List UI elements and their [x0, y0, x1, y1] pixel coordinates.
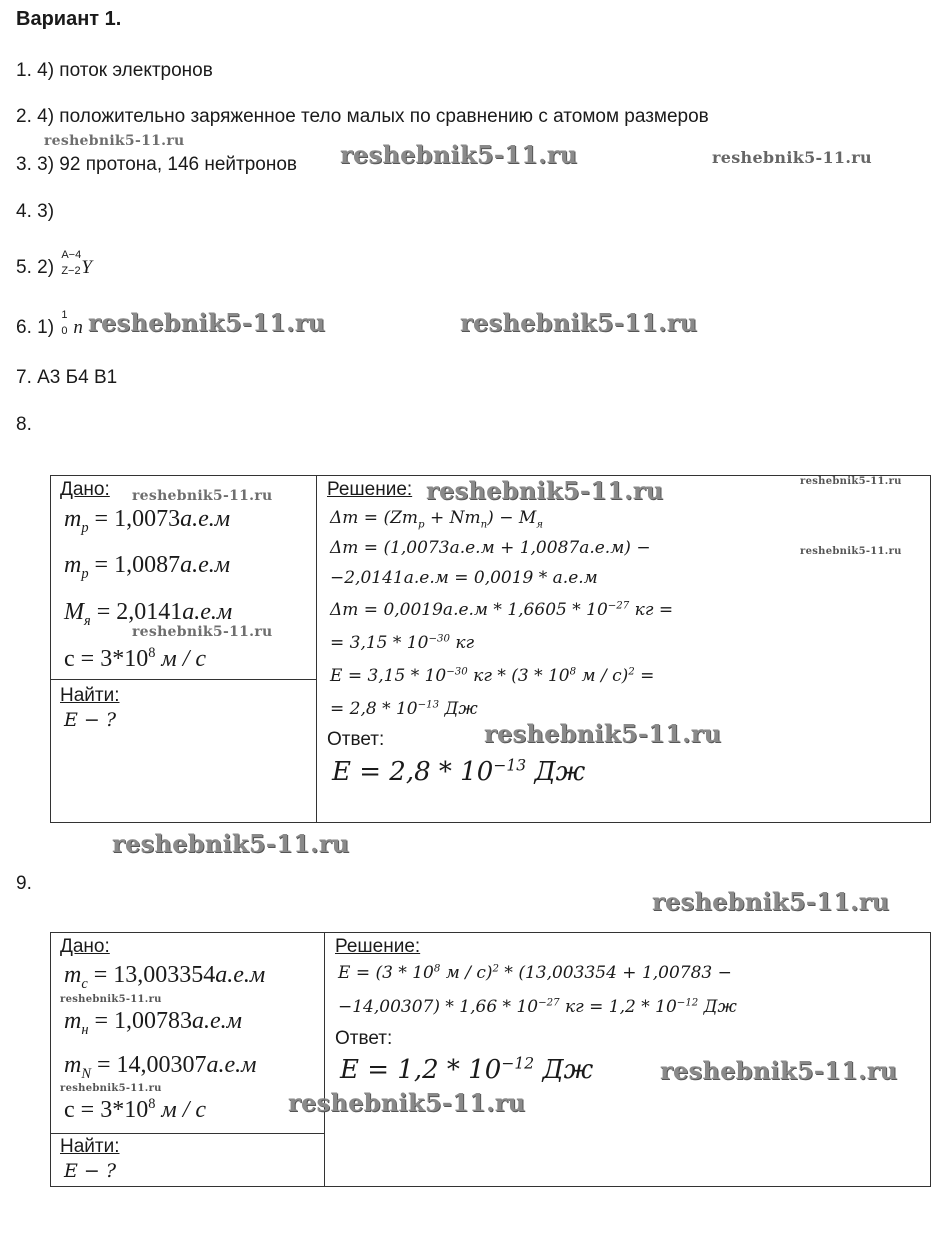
task8-solution-label: Решение:	[327, 479, 413, 500]
task9-given-find-divider	[50, 1133, 324, 1134]
watermark: reshebnik5-11.ru	[60, 1083, 162, 1094]
answer-2: 2. 4) положительно заряженное тело малых по сравнению с атомом размеров	[16, 106, 709, 127]
task8-answer-value: $E = 2,8 * 10^{-13}$ Дж	[332, 756, 586, 787]
watermark: reshebnik5-11.ru	[460, 308, 698, 337]
task9-sol-line-2: $-14,00307) * 1,66 * 10^{-27}$ кг = $1,2 * 10^{-12}$ Дж	[338, 997, 737, 1017]
task8-sol-line-4: $\Delta m = 0,0019а.е.м * 1,6605 * 10^{-27}$ кг =	[330, 600, 674, 620]
task8-find-label: Найти:	[60, 685, 120, 706]
task8-given-mya: $M_я = 2,0141а.е.м$	[64, 599, 233, 629]
watermark: reshebnik5-11.ru	[44, 133, 185, 149]
watermark: reshebnik5-11.ru	[88, 308, 326, 337]
task9-find-label: Найти:	[60, 1136, 120, 1157]
task9-sol-line-1: $E = (3 * 10^8$ м / с)$^2$ * (13,003354 + 1,00783 −	[338, 963, 732, 983]
task8-sol-line-7: = $2,8 * 10^{-13}$ Дж	[330, 699, 478, 719]
task9-answer-value: $E = 1,2 * 10^{-12}$ Дж	[340, 1054, 594, 1085]
mass-number: A−4	[61, 249, 82, 261]
neutron-charge-number: 0	[61, 325, 68, 337]
watermark: reshebnik5-11.ru	[426, 476, 664, 505]
watermark: reshebnik5-11.ru	[652, 887, 890, 916]
answer-3: 3. 3) 92 протона, 146 нейтронов	[16, 154, 298, 175]
task8-given-mp2: $m_p = 1,0087а.е.м$	[64, 552, 231, 582]
task8-divider	[316, 475, 317, 822]
task8-answer-label: Ответ:	[327, 729, 385, 750]
watermark: reshebnik5-11.ru	[800, 546, 902, 557]
task8-sol-line-5: = $3,15 * 10^{-30}$ кг	[330, 633, 475, 653]
atomic-number: Z−2	[61, 265, 81, 277]
task9-answer-label: Ответ:	[335, 1028, 393, 1049]
task9-find-value: E − ?	[64, 1160, 117, 1182]
watermark: reshebnik5-11.ru	[132, 488, 273, 504]
task9-given-c: $c = 3*10^8$ м / с	[64, 1096, 207, 1123]
answer-1: 1. 4) поток электронов	[16, 60, 213, 81]
neutron-mass-number: 1	[61, 309, 68, 321]
page-title: Вариант 1.	[16, 8, 122, 30]
watermark: reshebnik5-11.ru	[660, 1056, 898, 1085]
answer-6-prefix: 6. 1)	[16, 317, 55, 338]
watermark: reshebnik5-11.ru	[800, 476, 902, 487]
watermark: reshebnik5-11.ru	[712, 148, 872, 167]
task9-given-mc: $m_c = 13,003354а.е.м$	[64, 962, 266, 992]
answer-5	[16, 249, 92, 279]
element-symbol: Y	[81, 257, 92, 278]
answer-8-number: 8.	[16, 414, 32, 435]
watermark: reshebnik5-11.ru	[340, 140, 578, 169]
nuclide-notation	[59, 249, 82, 277]
task9-solution-label: Решение:	[335, 936, 421, 957]
watermark: reshebnik5-11.ru	[132, 624, 273, 640]
answer-6	[16, 309, 83, 339]
task8-sol-line-1: $\Delta m = (Zm_p + Nm_n) - M_я$	[330, 508, 543, 531]
watermark: reshebnik5-11.ru	[484, 719, 722, 748]
neutron-symbol: n	[73, 317, 83, 338]
task9-divider	[324, 932, 325, 1186]
task8-given-mp1: $m_p = 1,0073а.е.м$	[64, 506, 231, 536]
task9-given-mN: $m_N = 14,00307а.е.м$	[64, 1052, 257, 1082]
task8-find-value: E − ?	[64, 709, 117, 731]
task8-sol-line-6: $E = 3,15 * 10^{-30}$ кг * ($3 * 10^8$ м / с)$^2$ =	[330, 666, 655, 686]
task9-given-label: Дано:	[60, 936, 110, 957]
neutron-notation	[59, 309, 73, 337]
answer-5-prefix: 5. 2)	[16, 257, 55, 278]
answer-9-number: 9.	[16, 873, 32, 894]
task8-given-find-divider	[50, 679, 316, 680]
watermark: reshebnik5-11.ru	[60, 994, 162, 1005]
task8-given-c: $c = 3*10^8$ м / с	[64, 645, 207, 672]
answer-4: 4. 3)	[16, 201, 55, 222]
task8-given-label: Дано:	[60, 479, 110, 500]
task9-given-mn: $m_н = 1,00783а.е.м$	[64, 1008, 242, 1038]
task8-sol-line-3: −2,0141а.е.м = 0,0019 * а.е.м	[330, 568, 598, 588]
watermark: reshebnik5-11.ru	[288, 1088, 526, 1117]
watermark: reshebnik5-11.ru	[112, 829, 350, 858]
answer-7: 7. А3 Б4 В1	[16, 367, 118, 388]
task8-sol-line-2: Δm = (1,0073а.е.м + 1,0087а.е.м) −	[330, 538, 651, 558]
